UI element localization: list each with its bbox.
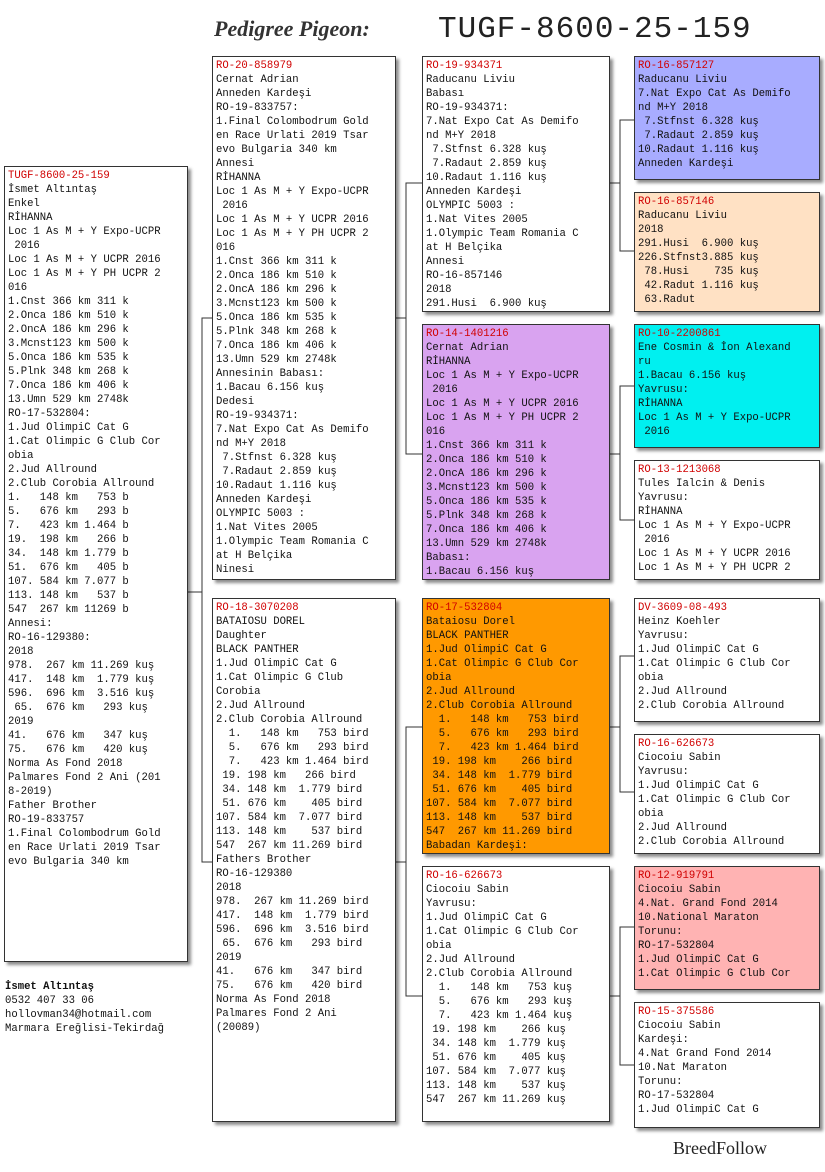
- card-line: 2.OncA 186 km 296 k: [426, 468, 547, 480]
- card-line: 1.Cnst 366 km 311 k: [426, 440, 547, 452]
- card-line: 107. 584 km 7.077 kuş: [426, 1066, 566, 1078]
- card-line: Cernat Adrian: [216, 74, 299, 86]
- card-line: 7.Nat Expo Cat As Demifo: [216, 424, 369, 436]
- card-line: RO-19-833757:: [216, 102, 299, 114]
- card-line: obia: [426, 940, 452, 952]
- card-line: obia: [638, 808, 664, 820]
- card-line: at H Belçika: [426, 242, 503, 254]
- card-line: 2.Club Corobia Allround: [426, 968, 573, 980]
- card-line: 34. 148 km 1.779 bird: [426, 770, 573, 782]
- card-line: Yavrusu:: [638, 492, 689, 504]
- owner-info: [5, 980, 164, 1036]
- card-line: Cernat Adrian: [426, 342, 509, 354]
- card-line: 2.Jud Allround: [216, 700, 306, 712]
- card-line: Fathers Brother: [216, 854, 312, 866]
- card-line: Anneden Kardeşi: [426, 186, 522, 198]
- card-line: Enkel: [8, 198, 40, 210]
- card-line: en Race Urlati 2019 Tsar: [216, 130, 369, 142]
- card-line: 7. 423 km 1.464 bird: [216, 756, 369, 768]
- card-line: RİHANNA: [216, 172, 261, 184]
- card-line: 978. 267 km 11.269 kuş: [8, 660, 155, 672]
- ring-number: DV-3609-08-493: [638, 602, 728, 614]
- card-line: 1.Cat Olimpic G Club Cor: [638, 968, 791, 980]
- card-line: RO-19-833757: [8, 814, 85, 826]
- card-line: 016: [216, 242, 236, 254]
- card-line: RİHANNA: [8, 212, 53, 224]
- card-line: 2.Jud Allround: [8, 464, 98, 476]
- card-line: Kardeşi:: [638, 1034, 689, 1046]
- card-line: RİHANNA: [638, 506, 683, 518]
- ring-number: RO-17-532804: [426, 602, 503, 614]
- card-line: 1.Final Colombodrum Gold: [8, 828, 161, 840]
- card-line: 1.Nat Vites 2005: [216, 522, 318, 534]
- sire-dam-dam-card: [634, 460, 820, 580]
- card-line: 34. 148 km 1.779 bird: [216, 784, 363, 796]
- card-line: Annesi: [426, 256, 465, 268]
- card-line: 51. 676 km 405 kuş: [426, 1052, 566, 1064]
- card-line: Heinz Koehler: [638, 616, 721, 628]
- card-line: 7.Stfnst 6.328 kuş: [426, 144, 547, 156]
- card-line: 2.Club Corobia Allround: [638, 700, 785, 712]
- card-line: 78.Husi 735 kuş: [638, 266, 759, 278]
- card-line: 7.Nat Expo Cat As Demifo: [426, 116, 579, 128]
- card-line: at H Belçika: [216, 550, 293, 562]
- owner-name: İsmet Altıntaş: [5, 981, 95, 993]
- ring-number: RO-20-858979: [216, 60, 293, 72]
- card-line: 1.Jud OlimpiC Cat G: [216, 658, 337, 670]
- card-line: 2016: [8, 240, 40, 252]
- card-line: Loc 1 As M + Y Expo-UCPR: [426, 370, 579, 382]
- sire-dam-card: [422, 324, 610, 580]
- card-line: Yavrusu:: [638, 384, 689, 396]
- card-line: Raducanu Liviu: [638, 74, 728, 86]
- card-line: 016: [8, 282, 28, 294]
- card-line: 5.Plnk 348 km 268 k: [8, 366, 129, 378]
- card-line: Yavrusu:: [426, 898, 477, 910]
- card-line: 2.OncA 186 km 296 k: [216, 284, 337, 296]
- card-line: 19. 198 km 266 bird: [426, 756, 573, 768]
- card-line: 34. 148 km 1.779 b: [8, 548, 129, 560]
- card-line: 65. 676 km 293 kuş: [8, 702, 148, 714]
- card-line: 51. 676 km 405 bird: [426, 784, 573, 796]
- card-line: 5. 676 km 293 bird: [426, 728, 579, 740]
- card-line: 2.Club Corobia Allround: [638, 836, 785, 848]
- card-line: 7. 423 km 1.464 bird: [426, 742, 579, 754]
- card-line: Loc 1 As M + Y UCPR 2016: [638, 548, 791, 560]
- card-line: Palmares Fond 2 Ani: [216, 1008, 337, 1020]
- card-line: 5. 676 km 293 kuş: [426, 996, 573, 1008]
- card-line: 5.Plnk 348 km 268 k: [216, 326, 337, 338]
- card-line: 1.Bacau 6.156 kuş: [426, 566, 535, 578]
- card-line: 1.Bacau 6.156 kuş: [638, 370, 747, 382]
- card-line: İsmet Altıntaş: [8, 184, 98, 196]
- card-line: Ciocoiu Sabin: [638, 884, 721, 896]
- card-line: Loc 1 As M + Y PH UCPR 2: [216, 228, 369, 240]
- card-line: 1.Cat Olimpic G Club Cor: [426, 926, 579, 938]
- card-line: 2019: [216, 952, 242, 964]
- card-line: 107. 584 km 7.077 b: [8, 576, 129, 588]
- card-line: 7. 423 km 1.464 kuş: [426, 1010, 573, 1022]
- dam-dam-dam-card: [634, 1002, 820, 1128]
- card-line: 3.Mcnst123 km 500 k: [8, 338, 129, 350]
- card-line: 2016: [638, 426, 670, 438]
- card-line: Yavrusu:: [638, 766, 689, 778]
- card-line: 1.Cat Olimpic G Club Cor: [638, 794, 791, 806]
- card-line: RO-16-129380: [216, 868, 293, 880]
- card-line: Ciocoiu Sabin: [426, 884, 509, 896]
- card-line: 596. 696 km 3.516 kuş: [8, 688, 155, 700]
- card-line: 2.Club Corobia Allround: [426, 700, 573, 712]
- card-line: 417. 148 km 1.779 kuş: [8, 674, 155, 686]
- card-line: Daughter: [216, 630, 267, 642]
- card-line: 7.Nat Expo Cat As Demifo: [638, 88, 791, 100]
- ring-number: RO-16-857146: [638, 196, 715, 208]
- card-line: 2.Onca 186 km 510 k: [8, 310, 129, 322]
- card-line: Babası:: [426, 552, 471, 564]
- card-line: 13.Umn 529 km 2748k: [216, 354, 337, 366]
- card-line: 7. 423 km 1.464 b: [8, 520, 129, 532]
- card-line: 113. 148 km 537 bird: [426, 812, 573, 824]
- ring-number: RO-16-857127: [638, 60, 715, 72]
- card-line: Loc 1 As M + Y PH UCPR 2: [8, 268, 161, 280]
- card-line: 1.Olympic Team Romania C: [426, 228, 579, 240]
- card-line: 1.Cat Olimpic G Club Cor: [426, 658, 579, 670]
- card-line: 41. 676 km 347 kuş: [8, 730, 148, 742]
- card-line: 2018: [638, 224, 664, 236]
- card-line: 13.Umn 529 km 2748k: [8, 394, 129, 406]
- card-line: 42.Radut 1.116 kuş: [638, 280, 759, 292]
- card-line: 10.National Maraton: [638, 912, 759, 924]
- card-line: Ciocoiu Sabin: [638, 752, 721, 764]
- card-line: 417. 148 km 1.779 bird: [216, 910, 369, 922]
- ring-number: RO-12-919791: [638, 870, 715, 882]
- subject-card: [4, 166, 188, 962]
- card-line: 2.OncA 186 km 296 k: [8, 324, 129, 336]
- card-line: BLACK PANTHER: [216, 644, 299, 656]
- card-line: 7.Onca 186 km 406 k: [216, 340, 337, 352]
- card-line: 19. 198 km 266 kuş: [426, 1024, 566, 1036]
- card-line: 016: [426, 426, 446, 438]
- card-line: Loc 1 As M + Y Expo-UCPR: [638, 520, 791, 532]
- card-line: 2016: [216, 200, 248, 212]
- card-line: 1.Jud OlimpiC Cat G: [638, 780, 759, 792]
- card-line: 2018: [216, 882, 242, 894]
- card-line: 51. 676 km 405 b: [8, 562, 129, 574]
- card-line: 2.Onca 186 km 510 k: [216, 270, 337, 282]
- card-line: nd M+Y 2018: [638, 102, 708, 114]
- sire-dam-sire-card: [634, 324, 820, 448]
- card-line: 5.Onca 186 km 535 k: [8, 352, 129, 364]
- card-line: 547 267 km 11269 b: [8, 604, 129, 616]
- card-line: 1.Olympic Team Romania C: [216, 536, 369, 548]
- card-line: 19. 198 km 266 bird: [216, 770, 356, 782]
- sire-sire-dam-card: [634, 192, 820, 312]
- ring-number: TUGF-8600-25-159: [8, 170, 110, 182]
- card-line: 547 267 km 11.269 kuş: [426, 1094, 566, 1106]
- card-line: 41. 676 km 347 bird: [216, 966, 363, 978]
- card-line: RİHANNA: [426, 356, 471, 368]
- card-line: 1.Cat Olimpic G Club: [216, 672, 344, 684]
- dam-dam-sire-card: [634, 866, 820, 990]
- card-line: Raducanu Liviu: [426, 74, 516, 86]
- sire-sire-sire-card: [634, 56, 820, 180]
- card-line: 1.Cnst 366 km 311 k: [8, 296, 129, 308]
- card-line: 7.Stfnst 6.328 kuş: [638, 116, 759, 128]
- card-line: 75. 676 km 420 bird: [216, 980, 363, 992]
- card-line: BATAIOSU DOREL: [216, 616, 306, 628]
- card-line: 2016: [426, 384, 458, 396]
- card-line: RO-19-934371:: [426, 102, 509, 114]
- card-line: 1.Jud OlimpiC Cat G: [638, 954, 759, 966]
- card-line: 34. 148 km 1.779 kuş: [426, 1038, 566, 1050]
- ring-number: RO-16-626673: [638, 738, 715, 750]
- card-line: 10.Radaut 1.116 kuş: [426, 172, 547, 184]
- card-line: Raducanu Liviu: [638, 210, 728, 222]
- card-line: 547 267 km 11.269 bird: [216, 840, 363, 852]
- card-line: BLACK PANTHER: [426, 630, 509, 642]
- card-line: 2.Jud Allround: [426, 954, 516, 966]
- card-line: 1.Cat Olimpic G Club Cor: [638, 658, 791, 670]
- ring-number: RO-19-934371: [426, 60, 503, 72]
- card-line: 1.Jud OlimpiC Cat G: [638, 1104, 759, 1116]
- card-line: 51. 676 km 405 bird: [216, 798, 363, 810]
- owner-location: Marmara Ereğlisi-Tekirdağ: [5, 1023, 164, 1035]
- card-line: 10.Radaut 1.116 kuş: [638, 144, 759, 156]
- card-line: 1.Final Colombodrum Gold: [216, 116, 369, 128]
- card-line: 2.Jud Allround: [638, 686, 728, 698]
- card-line: 7.Radaut 2.859 kuş: [426, 158, 547, 170]
- card-line: Bataiosu Dorel: [426, 616, 516, 628]
- card-line: 19. 198 km 266 b: [8, 534, 129, 546]
- card-line: 113. 148 km 537 bird: [216, 826, 363, 838]
- card-line: RO-17-532804: [638, 940, 715, 952]
- dam-card: [212, 598, 396, 1122]
- card-line: obia: [638, 672, 664, 684]
- card-line: Annesi:: [8, 618, 53, 630]
- card-line: Ene Cosmin & İon Alexand: [638, 342, 791, 354]
- card-line: Palmares Fond 2 Ani (201: [8, 772, 161, 784]
- ring-number: RO-10-2200861: [638, 328, 721, 340]
- card-line: 1.Jud OlimpiC Cat G: [8, 422, 129, 434]
- card-line: 1. 148 km 753 kuş: [426, 982, 573, 994]
- card-line: 547 267 km 11.269 bird: [426, 826, 573, 838]
- card-line: 113. 148 km 537 b: [8, 590, 129, 602]
- card-line: 2018: [8, 646, 34, 658]
- card-line: 1.Jud OlimpiC Cat G: [426, 912, 547, 924]
- ring-number: RO-16-626673: [426, 870, 503, 882]
- card-line: 2.Jud Allround: [426, 686, 516, 698]
- card-line: RİHANNA: [638, 398, 683, 410]
- card-line: 1.Jud OlimpiC Cat G: [426, 644, 547, 656]
- card-line: Dedesi: [216, 396, 255, 408]
- card-line: 5.Plnk 348 km 268 k: [426, 510, 547, 522]
- card-line: 291.Husi 6.900 kuş: [638, 238, 759, 250]
- card-line: 7.Onca 186 km 406 k: [426, 524, 547, 536]
- card-line: OLYMPIC 5003 :: [216, 508, 306, 520]
- card-line: 2.Onca 186 km 510 k: [426, 454, 547, 466]
- owner-email: hollovman34@hotmail.com: [5, 1009, 152, 1021]
- dam-dam-card: [422, 866, 610, 1122]
- card-line: 291.Husi 6.900 kuş: [426, 298, 547, 310]
- card-line: Torunu:: [638, 926, 683, 938]
- card-line: Tules Ialcin & Denis: [638, 478, 766, 490]
- card-line: Anneden Kardeşi: [638, 158, 734, 170]
- card-line: Loc 1 As M + Y UCPR 2016: [426, 398, 579, 410]
- card-line: ru: [638, 356, 651, 368]
- card-line: 63.Radut: [638, 294, 696, 306]
- card-line: 1.Cat Olimpic G Club Cor: [8, 436, 161, 448]
- card-line: 7.Onca 186 km 406 k: [8, 380, 129, 392]
- card-line: nd M+Y 2018: [216, 438, 286, 450]
- card-line: Norma As Fond 2018: [8, 758, 123, 770]
- card-line: Babadan Kardeşi:: [426, 840, 528, 852]
- card-line: RO-16-857146: [426, 270, 503, 282]
- card-line: Father Brother: [8, 800, 98, 812]
- card-line: Yavrusu:: [638, 630, 689, 642]
- card-line: 4.Nat Grand Fond 2014: [638, 1048, 772, 1060]
- owner-phone: 0532 407 33 06: [5, 995, 95, 1007]
- card-line: 2.Club Corobia Allround: [216, 714, 363, 726]
- card-line: Loc 1 As M + Y UCPR 2016: [216, 214, 369, 226]
- card-line: 7.Radaut 2.859 kuş: [638, 130, 759, 142]
- card-line: 10.Radaut 1.116 kuş: [216, 480, 337, 492]
- card-line: 107. 584 km 7.077 bird: [426, 798, 573, 810]
- sire-card: [212, 56, 396, 580]
- card-line: Corobia: [216, 686, 261, 698]
- card-line: Loc 1 As M + Y Expo-UCPR: [638, 412, 791, 424]
- card-line: 75. 676 km 420 kuş: [8, 744, 148, 756]
- card-line: 978. 267 km 11.269 bird: [216, 896, 369, 908]
- card-line: Loc 1 As M + Y UCPR 2016: [8, 254, 161, 266]
- card-line: 10.Nat Maraton: [638, 1062, 728, 1074]
- card-line: 5. 676 km 293 b: [8, 506, 129, 518]
- card-line: en Race Urlati 2019 Tsar: [8, 842, 161, 854]
- pedigree-label: Pedigree Pigeon:: [214, 16, 370, 41]
- card-line: 2019: [8, 716, 34, 728]
- card-line: Anneden Kardeşi: [216, 88, 312, 100]
- ring-number: RO-15-375586: [638, 1006, 715, 1018]
- card-line: 1. 148 km 753 b: [8, 492, 129, 504]
- ring-number: RO-18-3070208: [216, 602, 299, 614]
- card-line: Norma As Fond 2018: [216, 994, 331, 1006]
- card-line: Ciocoiu Sabin: [638, 1020, 721, 1032]
- dam-sire-card: [422, 598, 610, 854]
- card-line: Babası: [426, 88, 465, 100]
- card-line: Loc 1 As M + Y Expo-UCPR: [216, 186, 369, 198]
- card-line: 7.Stfnst 6.328 kuş: [216, 452, 337, 464]
- card-line: 5.Onca 186 km 535 k: [426, 496, 547, 508]
- brand-logo: BreedFollow: [673, 1138, 767, 1158]
- card-line: 4.Nat. Grand Fond 2014: [638, 898, 778, 910]
- card-line: obia: [426, 672, 452, 684]
- card-line: evo Bulgaria 340 km: [216, 144, 337, 156]
- sire-sire-card: [422, 56, 610, 312]
- card-line: RO-16-129380:: [8, 632, 91, 644]
- ring-number: RO-14-1401216: [426, 328, 509, 340]
- card-line: Loc 1 As M + Y PH UCPR 2: [426, 412, 579, 424]
- pedigree-ring-number: TUGF-8600-25-159: [438, 12, 752, 47]
- card-line: 5. 676 km 293 bird: [216, 742, 369, 754]
- card-line: 2018: [426, 284, 452, 296]
- card-line: Anneden Kardeşi: [216, 494, 312, 506]
- card-line: 2.Jud Allround: [638, 822, 728, 834]
- card-line: nd M+Y 2018: [426, 130, 496, 142]
- card-line: 3.Mcnst123 km 500 k: [216, 298, 337, 310]
- card-line: Ninesi: [216, 564, 255, 576]
- card-line: 8-2019): [8, 786, 53, 798]
- card-line: RO-17-532804:: [8, 408, 91, 420]
- card-line: 1. 148 km 753 bird: [216, 728, 369, 740]
- card-line: (20089): [216, 1022, 261, 1034]
- card-line: 2016: [638, 534, 670, 546]
- card-line: 5.Onca 186 km 535 k: [216, 312, 337, 324]
- card-line: Annesinin Babası:: [216, 368, 325, 380]
- card-line: 1. 148 km 753 bird: [426, 714, 579, 726]
- card-line: 113. 148 km 537 kuş: [426, 1080, 566, 1092]
- card-line: Annesi: [216, 158, 255, 170]
- dam-sire-dam-card: [634, 734, 820, 854]
- dam-sire-sire-card: [634, 598, 820, 722]
- card-line: obia: [8, 450, 34, 462]
- card-line: evo Bulgaria 340 km: [8, 856, 129, 868]
- card-line: 1.Cnst 366 km 311 k: [216, 256, 337, 268]
- card-line: 3.Mcnst123 km 500 k: [426, 482, 547, 494]
- card-line: Loc 1 As M + Y Expo-UCPR: [8, 226, 161, 238]
- card-line: 65. 676 km 293 bird: [216, 938, 363, 950]
- card-line: OLYMPIC 5003 :: [426, 200, 516, 212]
- card-line: 107. 584 km 7.077 bird: [216, 812, 363, 824]
- card-line: RO-19-934371:: [216, 410, 299, 422]
- card-line: 2.Club Corobia Allround: [8, 478, 155, 490]
- card-line: 1.Jud OlimpiC Cat G: [638, 644, 759, 656]
- card-line: 1.Bacau 6.156 kuş: [216, 382, 325, 394]
- card-line: 226.Stfnst3.885 kuş: [638, 252, 759, 264]
- card-line: 7.Radaut 2.859 kuş: [216, 466, 337, 478]
- ring-number: RO-13-1213068: [638, 464, 721, 476]
- card-line: Torunu:: [638, 1076, 683, 1088]
- card-line: 1.Nat Vites 2005: [426, 214, 528, 226]
- card-line: 13.Umn 529 km 2748k: [426, 538, 547, 550]
- card-line: Loc 1 As M + Y PH UCPR 2: [638, 562, 791, 574]
- card-line: RO-17-532804: [638, 1090, 715, 1102]
- card-line: 596. 696 km 3.516 bird: [216, 924, 369, 936]
